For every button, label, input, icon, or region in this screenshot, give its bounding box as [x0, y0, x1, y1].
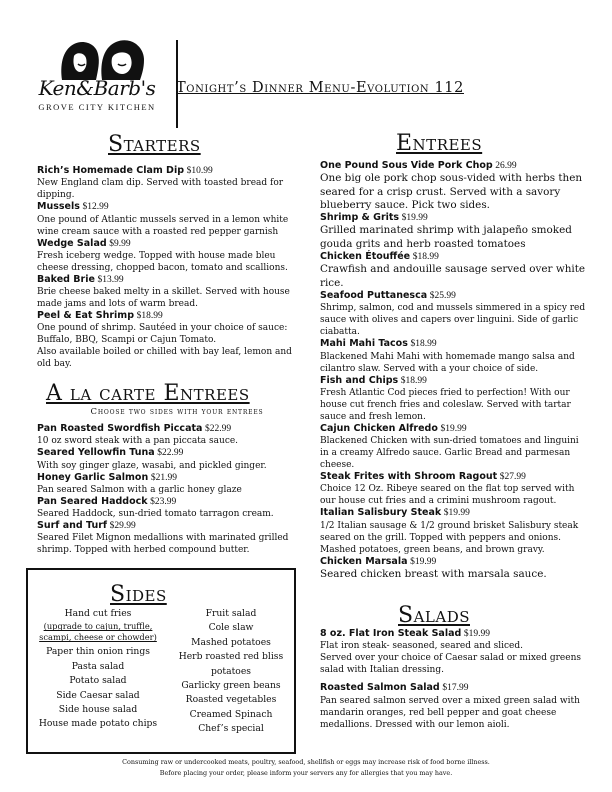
restaurant-logo [22, 36, 172, 122]
disclaimer-line-2: Before placing your order, please inform your servers any for allergies that you may have. [159, 769, 453, 777]
menu-item-price: $18.99 [412, 252, 439, 263]
menu-item-name: Roasted Salmon Salad [320, 682, 440, 694]
menu-item-price: $19.99 [401, 213, 428, 224]
side-item: Fruit salad [205, 608, 257, 619]
menu-item-header [37, 238, 299, 250]
menu-item-header [320, 556, 590, 568]
menu-item-price: $19.99 [443, 508, 470, 519]
menu-item-name: Mussels [37, 201, 80, 213]
side-item: Garlicky green beans [181, 680, 281, 692]
menu-item-header [320, 507, 590, 519]
menu-item-header [320, 682, 590, 694]
menu-item-price: $19.99 [463, 629, 490, 639]
menu-item-header [320, 160, 590, 172]
menu-item-description: Seared chicken breast with marsala sauce. [320, 568, 547, 581]
menu-item-header [320, 471, 590, 483]
menu-item-name: Shrimp & Grits [320, 212, 400, 224]
menu-item-price: $19.99 [440, 423, 467, 434]
menu-item-name: Steak Frites with Shroom Ragout [320, 471, 498, 483]
menu-item-header [37, 520, 299, 532]
menu-item-price: $10.99 [186, 166, 213, 176]
logo-name: Ken&Barb's [38, 76, 156, 100]
menu-item-name: Fish and Chips [320, 374, 399, 386]
starters-list [37, 165, 299, 370]
menu-item-header [37, 423, 299, 435]
starters-heading: Starters [108, 132, 201, 157]
menu-item-description: One pound of Atlantic mussels served in a lemon white wine cream sauce with a roasted red pepper garnish [37, 214, 289, 237]
menu-item-header [37, 496, 299, 508]
a-la-carte-list [37, 423, 299, 556]
menu-item-name: Mahi Mahi Tacos [320, 338, 408, 350]
menu-item-header [37, 310, 299, 322]
menu-item-price: $18.99 [136, 311, 163, 322]
menu-item-description: Shrimp, salmon, cod and mussels simmered in a spicy red sauce with olives and capers over linguini. Side of garlic ciabatta. [320, 303, 586, 338]
menu-item-description: 1/2 Italian sausage & 1/2 ground brisket Salisbury steak seared on the grill. Topped with peppers and onions. Mashed potatoes, green beans, and brown gravy. [320, 520, 579, 555]
menu-title: Tonight’s Dinner Menu-Evolution 112 [176, 80, 464, 96]
side-upgrade-note: (upgrade to cajun, truffle, scampi, cheese or chowder) [39, 621, 157, 643]
menu-item-description: Choice 12 Oz. Ribeye seared on the flat top served with our house cut fries and a crimini mushroom ragout. [320, 484, 575, 507]
menu-item-description: Grilled marinated shrimp with jalapeño smoked gouda grits and herb roasted tomatoes [320, 224, 572, 250]
menu-item-name: Pan Seared Haddock [37, 495, 148, 507]
a-la-carte-heading: A la carte Entrees [46, 381, 250, 406]
side-item: Potato salad [69, 675, 127, 687]
menu-item-price: $27.99 [499, 472, 526, 483]
a-la-carte-subheading: Choose two sides with your entrees [90, 407, 264, 417]
menu-item-description: Blackened Mahi Mahi with homemade mango salsa and cilantro slaw. Served with a your choice of side. [320, 351, 575, 374]
menu-item-description: Seared Filet Mignon medallions with marinated grilled shrimp. Topped with herbed compound butter. [37, 533, 289, 556]
menu-item-header [320, 423, 590, 435]
side-item: Herb roasted red bliss potatoes [178, 651, 284, 677]
salads-list [320, 628, 590, 737]
logo-subtitle: GROVE CITY KITCHEN [38, 102, 156, 112]
menu-item-name: Cajun Chicken Alfredo [320, 422, 438, 434]
menu-item-price: $12.99 [82, 202, 109, 213]
menu-item-description: Seared Haddock, sun-dried tomato tarragon cream. [37, 509, 274, 520]
side-item: Side house salad [58, 704, 138, 716]
side-item: Hand cut fries [64, 608, 132, 619]
menu-item-name: Italian Salisbury Steak [320, 507, 442, 519]
side-item: Side Caesar salad [56, 689, 140, 701]
menu-item-price: $22.99 [157, 448, 184, 459]
menu-item-name: Baked Brie [37, 273, 95, 285]
menu-item-header [320, 251, 590, 263]
menu-item-header [37, 165, 299, 177]
menu-item-header [320, 212, 590, 224]
menu-item-price: $18.99 [410, 339, 437, 350]
menu-item-name: Seared Yellowfin Tuna [37, 447, 155, 459]
menu-item-header [320, 338, 590, 350]
menu-item-description: Flat iron steak- seasoned, seared and sliced. [320, 641, 524, 652]
sides-right-column [171, 607, 291, 737]
menu-item-name: Wedge Salad [37, 237, 107, 249]
menu-item-description: With soy ginger glaze, wasabi, and pickled ginger. [37, 460, 267, 471]
menu-item-name: Surf and Turf [37, 520, 108, 532]
couple-silhouette-icon [52, 36, 152, 80]
menu-item-description: 10 oz sword steak with a pan piccata sauce. [37, 436, 239, 447]
menu-item-header [320, 375, 590, 387]
entrees-list [320, 160, 590, 581]
menu-item-description: New England clam dip. Served with toasted bread for dipping. [37, 178, 284, 201]
menu-item-description: Pan seared Salmon with a garlic honey glaze [37, 484, 242, 495]
menu-item-description: One pound of shrimp. Sautéed in your choice of sauce: Buffalo, BBQ, Scampi or Cajun Tomato. [37, 323, 288, 346]
menu-item-header [320, 628, 590, 640]
menu-item-name: Honey Garlic Salmon [37, 471, 149, 483]
side-item: Creamed Spinach [189, 708, 273, 720]
menu-item-price: $19.99 [410, 556, 437, 567]
disclaimer-line-1: Consuming raw or undercooked meats, poultry, seafood, shellfish or eggs may increase risk of food borne illness. [122, 758, 490, 766]
menu-item-name: Chicken Étouffée [320, 251, 411, 263]
side-item: Roasted vegetables [185, 694, 277, 706]
menu-item-name: Seafood Puttanesca [320, 289, 428, 301]
menu-item-description-extra: Served over your choice of Caesar salad or mixed greens salad with Italian dressing. [320, 653, 581, 676]
salads-heading: Salads [398, 603, 470, 628]
menu-item-name: One Pound Sous Vide Pork Chop [320, 160, 493, 171]
menu-item-name: 8 oz. Flat Iron Steak Salad [320, 628, 462, 639]
menu-item-header [320, 290, 590, 302]
sides-heading: Sides [110, 582, 167, 607]
menu-item-price: $23.99 [150, 496, 177, 507]
menu-item-name: Peel & Eat Shrimp [37, 310, 134, 322]
sides-left-column [33, 607, 163, 732]
menu-item-description: Pan seared salmon served over a mixed green salad with mandarin oranges, red bell pepper and goat cheese medallions. Dressed with our lemon aioli. [320, 695, 580, 730]
menu-item-price: $29.99 [109, 521, 136, 532]
spacer [320, 731, 590, 737]
menu-item-price: $21.99 [150, 472, 177, 483]
side-item: Mashed potatoes [191, 636, 271, 648]
menu-item-description: Brie cheese baked melty in a skillet. Served with house made jams and lots of warm bread. [37, 287, 290, 310]
entrees-heading: Entrees [396, 131, 483, 156]
side-item: Chef’s special [198, 723, 264, 735]
menu-item-description: One big ole pork chop sous-vided with herbs then seared for a crisp crust. Served with a savory blueberry sauce. Pick two sides. [320, 172, 583, 211]
menu-item-description: Crawfish and andouille sausage served over white rice. [320, 263, 586, 289]
menu-item-header [37, 201, 299, 213]
menu-item-price: $13.99 [97, 274, 124, 285]
menu-item-description: Fresh iceberg wedge. Topped with house made bleu cheese dressing, chopped bacon, tomato and scallions. [37, 250, 288, 273]
menu-item-description: Fresh Atlantic Cod pieces fried to perfection! With our house cut french fries and coleslaw. Served with tartar sauce and fresh lemon. [320, 387, 571, 422]
side-item: Cole slaw [208, 622, 254, 634]
menu-item-price: 26.99 [495, 161, 517, 171]
menu-item-header [37, 447, 299, 459]
menu-item-name: Rich’s Homemade Clam Dip [37, 165, 185, 176]
menu-item-price: $9.99 [109, 238, 131, 249]
menu-item-name: Chicken Marsala [320, 555, 408, 567]
side-item: House made potato chips [38, 718, 158, 730]
menu-item-price: $18.99 [400, 375, 427, 386]
menu-item-description-extra: Also available boiled or chilled with bay leaf, lemon and old bay. [37, 347, 292, 370]
side-item: Paper thin onion rings [46, 646, 150, 658]
menu-item-description: Blackened Chicken with sun-dried tomatoes and linguini in a creamy Alfredo sauce. Garlic Bread and parmesan cheese. [320, 436, 579, 471]
menu-item-header [37, 274, 299, 286]
menu-item-price: $25.99 [429, 290, 456, 301]
side-item: Pasta salad [71, 660, 125, 672]
menu-item-price: $17.99 [442, 683, 469, 694]
menu-item-header [37, 472, 299, 484]
food-safety-disclaimer [40, 757, 572, 779]
menu-item-name: Pan Roasted Swordfish Piccata [37, 423, 203, 434]
menu-item-price: $22.99 [205, 424, 232, 434]
